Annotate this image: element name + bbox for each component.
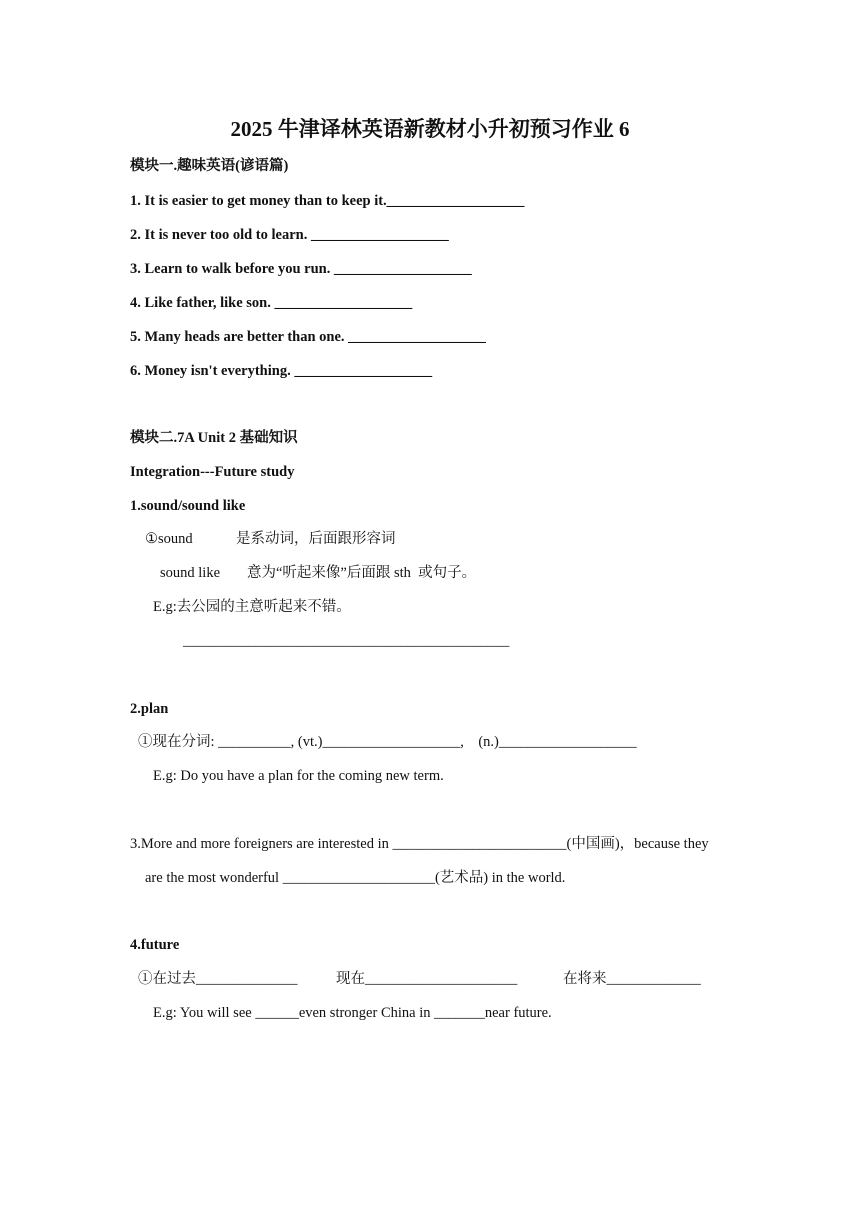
section4-future: 在将来_____________	[563, 971, 701, 987]
proverb-item-1: 1. It is easier to get money than to keep it.___________________	[130, 193, 525, 209]
section1-line2-desc: 意为“听起来像”后面跟 sth 或句子。	[247, 565, 477, 581]
section1-line1-term: ①sound	[145, 531, 193, 547]
section1-line1-desc: 是系动词，后面跟形容词	[236, 531, 396, 547]
proverb-item-5: 5. Many heads are better than one. ___________________	[130, 329, 486, 345]
module1-heading: 模块一.趣味英语(谚语篇)	[130, 158, 289, 174]
section2-heading: 2.plan	[130, 701, 169, 717]
proverb-item-2: 2. It is never too old to learn. ___________________	[130, 227, 449, 243]
proverb-item-6: 6. Money isn't everything. ___________________	[130, 363, 433, 379]
section3-line1: 3.More and more foreigners are interested in ________________________(中国画)，because they	[130, 836, 709, 852]
section2-example: E.g: Do you have a plan for the coming new term.	[153, 768, 444, 784]
section4-past: ①在过去______________	[138, 971, 298, 987]
page-title: 2025 牛津译林英语新教材小升初预习作业 6	[230, 117, 630, 141]
section2-line1: ①现在分词: __________, (vt.)___________________, (n.)___________________	[138, 734, 637, 750]
section1-heading: 1.sound/sound like	[130, 498, 246, 514]
section4-heading: 4.future	[130, 937, 180, 953]
section3-line2: are the most wonderful _____________________(艺术品) in the world.	[145, 870, 566, 886]
module2-heading: 模块二.7A Unit 2 基础知识	[130, 430, 298, 446]
section1-answer-blank[interactable]: _____________________________________________	[183, 633, 510, 649]
section1-example: E.g:去公园的主意听起来不错。	[153, 599, 351, 615]
section1-line2-term: sound like	[160, 565, 221, 581]
module2-subheading: Integration---Future study	[130, 464, 295, 480]
section4-now: 现在_____________________	[336, 971, 518, 987]
proverb-item-4: 4. Like father, like son. ___________________	[130, 295, 413, 311]
section4-example: E.g: You will see ______even stronger China in _______near future.	[153, 1005, 552, 1021]
proverb-item-3: 3. Learn to walk before you run. ___________________	[130, 261, 472, 277]
